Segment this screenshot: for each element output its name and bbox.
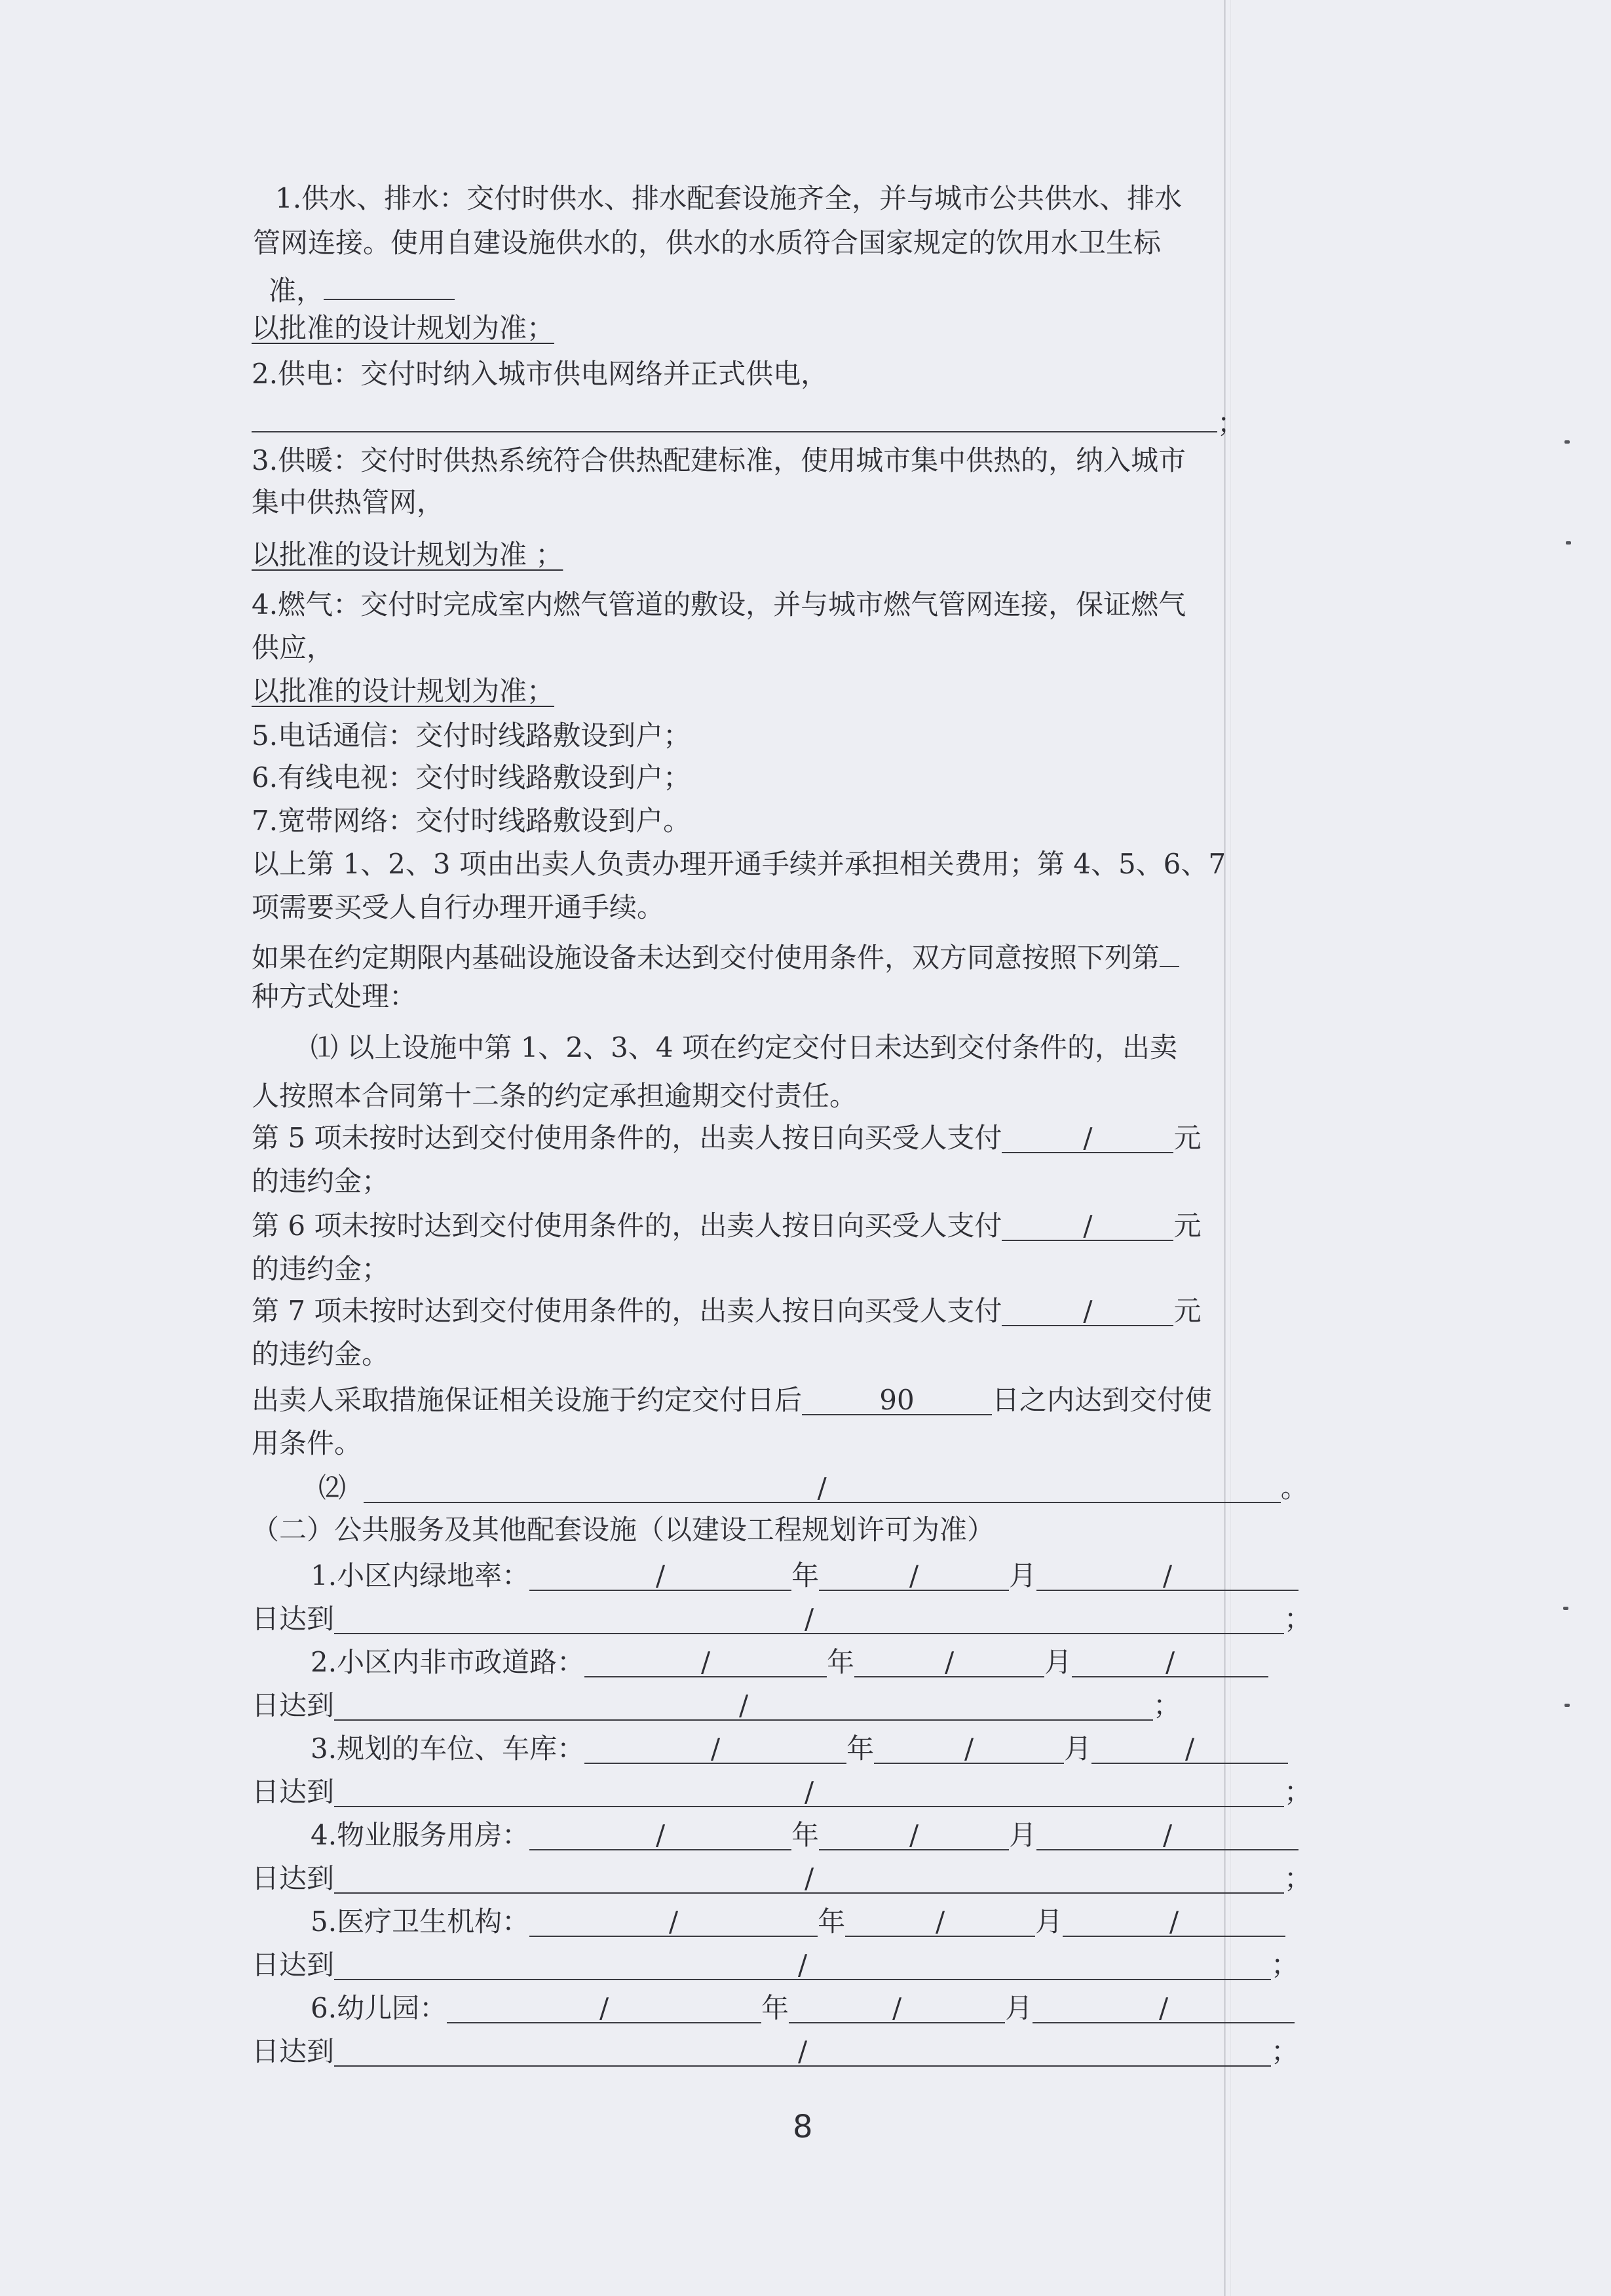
facility-row-3: 3.规划的车位、车库： / 年 / 月 / xyxy=(311,1735,1288,1764)
item5-line: 第 5 项未按时达到交付使用条件的，出卖人按日向买受人支付 / 元 xyxy=(252,1122,1202,1154)
item6-penalty: 的违约金； xyxy=(252,1253,390,1285)
power-line-1: 2.供电：交付时纳入城市供电网络并正式供电， xyxy=(252,358,829,390)
remedy-line-2: 用条件。 xyxy=(252,1427,362,1459)
facility-row-1-reach: 日达到 / ； xyxy=(252,1603,1312,1635)
year-field[interactable]: / xyxy=(529,1822,791,1850)
scan-speck xyxy=(1564,440,1570,444)
facility-row-4-reach: 日达到 / ； xyxy=(252,1862,1312,1894)
public-facilities-heading: （二）公共服务及其他配套设施（以建设工程规划许可为准） xyxy=(252,1514,995,1546)
blank-field[interactable]: / xyxy=(334,2038,1271,2067)
heat-basis: 以批准的设计规划为准 ； xyxy=(252,539,563,571)
month-field[interactable]: / xyxy=(819,1562,1009,1591)
facility-row-2-reach: 日达到 / ； xyxy=(252,1689,1181,1721)
water-line-2: 管网连接。使用自建设施供水的，供水的水质符合国家规定的饮用水卫生标 xyxy=(253,227,1162,259)
heat-line-2: 集中供热管网， xyxy=(252,486,445,518)
day-field[interactable]: / xyxy=(1033,1995,1295,2023)
gas-line-1: 4.燃气：交付时完成室内燃气管道的敷设，并与城市燃气管网连接，保证燃气 xyxy=(252,588,1186,621)
month-field[interactable]: / xyxy=(854,1649,1044,1677)
day-field[interactable]: / xyxy=(1063,1908,1285,1937)
page-number: 8 xyxy=(793,2109,813,2145)
note-line-2: 项需要买受人自行办理开通手续。 xyxy=(252,891,665,923)
day-field[interactable]: / xyxy=(1036,1822,1298,1850)
year-field[interactable]: / xyxy=(584,1735,846,1764)
month-field[interactable]: / xyxy=(819,1822,1009,1850)
note-line-1: 以上第 1、2、3 项由出卖人负责办理开通手续并承担相关费用；第 4、5、6、7 xyxy=(252,848,1226,880)
facility-row-6: 6.幼儿园： / 年 / 月 / xyxy=(311,1995,1295,2023)
blank-field[interactable]: / xyxy=(334,1605,1284,1634)
month-field[interactable]: / xyxy=(845,1908,1035,1937)
year-field[interactable]: / xyxy=(529,1908,818,1937)
blank-field[interactable]: / xyxy=(334,1778,1284,1807)
blank-field[interactable]: / xyxy=(334,1951,1271,1980)
facility-row-3-reach: 日达到 / ； xyxy=(252,1776,1312,1808)
breach-line-2: 种方式处理： xyxy=(252,980,417,1012)
blank-field[interactable] xyxy=(324,271,455,300)
phone-line: 5.电话通信：交付时线路敷设到户； xyxy=(252,719,691,752)
option2-line: ⑵ / 。 xyxy=(318,1472,1308,1504)
item6-line: 第 6 项未按时达到交付使用条件的，出卖人按日向买受人支付 / 元 xyxy=(252,1210,1202,1242)
breach-line-1: 如果在约定期限内基础设施设备未达到交付使用条件，双方同意按照下列第 xyxy=(252,938,1179,972)
year-field[interactable]: / xyxy=(529,1562,791,1591)
year-field[interactable]: / xyxy=(584,1649,827,1677)
blank-field[interactable]: / xyxy=(364,1474,1281,1503)
scan-speck xyxy=(1563,1607,1568,1610)
facility-row-5-reach: 日达到 / ； xyxy=(252,1949,1299,1981)
blank-field[interactable]: / xyxy=(1002,1212,1173,1241)
water-line-1: 1.供水、排水：交付时供水、排水配套设施齐全，并与城市公共供水、排水 xyxy=(275,182,1183,214)
item7-line: 第 7 项未按时达到交付使用条件的，出卖人按日向买受人支付 / 元 xyxy=(252,1295,1202,1327)
facility-row-6-reach: 日达到 / ； xyxy=(252,2035,1299,2067)
facility-row-2: 2.小区内非市政道路： / 年 / 月 / xyxy=(311,1649,1268,1677)
day-field[interactable]: / xyxy=(1072,1649,1268,1677)
facility-row-4: 4.物业服务用房： / 年 / 月 / xyxy=(311,1822,1298,1850)
option1-line-1: ⑴ 以上设施中第 1、2、3、4 项在约定交付日未达到交付条件的，出卖 xyxy=(311,1031,1177,1063)
facility-row-5: 5.医疗卫生机构： / 年 / 月 / xyxy=(311,1908,1285,1937)
option1-line-2: 人按照本合同第十二条的约定承担逾期交付责任。 xyxy=(252,1080,858,1112)
facility-row-1: 1.小区内绿地率： / 年 / 月 / xyxy=(311,1562,1298,1591)
day-field[interactable]: / xyxy=(1036,1562,1298,1591)
power-line-2: ； xyxy=(252,404,1245,437)
item5-penalty: 的违约金； xyxy=(252,1165,390,1197)
month-field[interactable]: / xyxy=(874,1735,1064,1764)
water-line-3: 准， xyxy=(269,271,455,305)
day-field[interactable]: / xyxy=(1091,1735,1288,1764)
gas-basis: 以批准的设计规划为准； xyxy=(252,675,555,707)
remedy-days-field[interactable]: 90 xyxy=(802,1387,992,1415)
year-field[interactable]: / xyxy=(447,1995,761,2023)
blank-field[interactable]: / xyxy=(334,1692,1153,1721)
cable-tv-line: 6.有线电视：交付时线路敷设到户； xyxy=(252,761,691,794)
broadband-line: 7.宽带网络：交付时线路敷设到户。 xyxy=(252,805,691,837)
gas-line-2: 供应， xyxy=(252,632,335,664)
water-basis: 以批准的设计规划为准； xyxy=(252,312,555,344)
remedy-line-1: 出卖人采取措施保证相关设施于约定交付日后 90 日之内达到交付使 xyxy=(252,1384,1213,1416)
month-field[interactable]: / xyxy=(789,1995,1005,2023)
heat-line-1: 3.供暖：交付时供热系统符合供热配建标准，使用城市集中供热的，纳入城市 xyxy=(252,444,1186,476)
scan-speck xyxy=(1564,1704,1570,1707)
blank-field[interactable] xyxy=(252,404,1217,432)
blank-field[interactable]: / xyxy=(1002,1124,1173,1153)
scan-speck xyxy=(1566,541,1571,545)
blank-field[interactable] xyxy=(1160,938,1179,967)
blank-field[interactable]: / xyxy=(334,1865,1284,1894)
item7-penalty: 的违约金。 xyxy=(252,1338,390,1370)
blank-field[interactable]: / xyxy=(1002,1297,1173,1326)
